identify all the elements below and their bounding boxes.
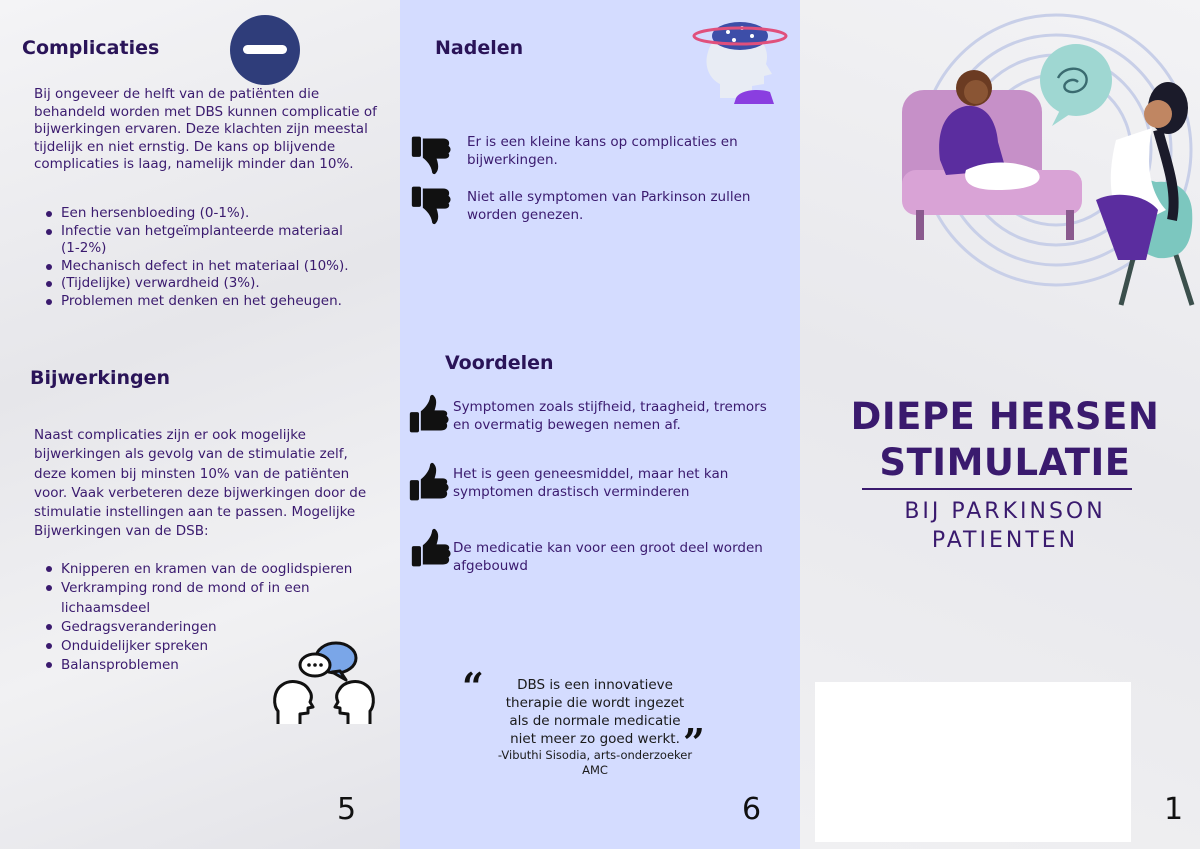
thumbs-up-icon xyxy=(408,460,452,504)
nadelen-item-2: Niet alle symptomen van Parkinson zullen worden genezen. xyxy=(467,189,751,223)
close-quote-icon: ” xyxy=(683,720,705,765)
list-item: Balansproblemen xyxy=(34,656,374,675)
brain-head-icon xyxy=(690,6,790,106)
complicaties-heading: Complicaties xyxy=(22,37,160,59)
list-item: Infectie van hetgeïmplanteerde materiaal (1-2%) xyxy=(34,223,364,258)
voordelen-item-1: Symptomen zoals stijfheid, traagheid, tremors en overmatig bewegen nemen af. xyxy=(453,399,767,433)
quote-text: DBS is een innovatieve therapie die wordt ingezet als de normale medicatie niet meer zo goed werkt. xyxy=(505,677,685,747)
cover-subtitle: BIJ PARKINSON PATIENTEN xyxy=(904,499,1106,553)
thumbs-up-icon xyxy=(410,526,454,570)
conversation-heads-icon xyxy=(270,636,378,730)
panel-complications xyxy=(0,0,400,849)
thumbs-up-icon xyxy=(408,392,452,436)
voordelen-heading: Voordelen xyxy=(445,352,554,374)
complicaties-paragraph: Bij ongeveer de helft van de patiënten die behandeld worden met DBS kunnen complicatie of bijwerkingen ervaren. Deze klachten zijn meestal tijdelijk en niet ernstig. De kans op blijvende complicaties is laag, namelijk minder dan 10%. xyxy=(34,86,377,172)
panel-pros-cons xyxy=(400,0,800,849)
page-number: 6 xyxy=(742,792,762,827)
blank-image-placeholder xyxy=(815,682,1131,842)
list-item: (Tijdelijke) verwardheid (3%). xyxy=(34,275,364,293)
bijwerkingen-paragraph: Naast complicaties zijn er ook mogelijke bijwerkingen als gevolg van de stimulatie zelf, deze komen bij minsten 10% van de patiënten voor. Vaak verbeteren deze bijwerkingen door de stimulatie instellingen aan te passen. Mogelijke Bijwerkingen van de DSB: xyxy=(34,427,367,540)
open-quote-icon: “ xyxy=(462,664,484,709)
voordelen-item-3: De medicatie kan voor een groot deel worden afgebouwd xyxy=(453,540,763,574)
list-item: Onduidelijker spreken xyxy=(34,637,374,656)
minus-circle-icon xyxy=(229,14,301,86)
bijwerkingen-heading: Bijwerkingen xyxy=(30,367,171,389)
complicaties-list xyxy=(34,205,364,310)
page-number: 1 xyxy=(1164,792,1184,827)
nadelen-heading: Nadelen xyxy=(435,37,524,59)
cover-title: DIEPE HERSEN STIMULATIE xyxy=(850,395,1160,484)
list-item: Mechanisch defect in het materiaal (10%). xyxy=(34,258,364,276)
page-number: 5 xyxy=(337,792,357,827)
list-item: Problemen met denken en het geheugen. xyxy=(34,293,364,311)
title-divider xyxy=(862,488,1132,490)
thumbs-down-icon xyxy=(410,183,454,227)
list-item: Gedragsveranderingen xyxy=(34,618,374,637)
nadelen-item-1: Er is een kleine kans op complicaties en bijwerkingen. xyxy=(467,134,738,168)
list-item: Een hersenbloeding (0-1%). xyxy=(34,205,364,223)
list-item: Verkramping rond de mond of in een lichaamsdeel xyxy=(34,579,374,618)
therapy-session-illustration xyxy=(896,10,1198,310)
thumbs-down-icon xyxy=(410,133,454,177)
panel-cover xyxy=(800,0,1200,849)
voordelen-item-2: Het is geen geneesmiddel, maar het kan symptomen drastisch verminderen xyxy=(453,466,729,500)
list-item: Knipperen en kramen van de ooglidspieren xyxy=(34,560,374,579)
quote-attribution: -Vibuthi Sisodia, arts-onderzoeker AMC xyxy=(497,748,693,777)
